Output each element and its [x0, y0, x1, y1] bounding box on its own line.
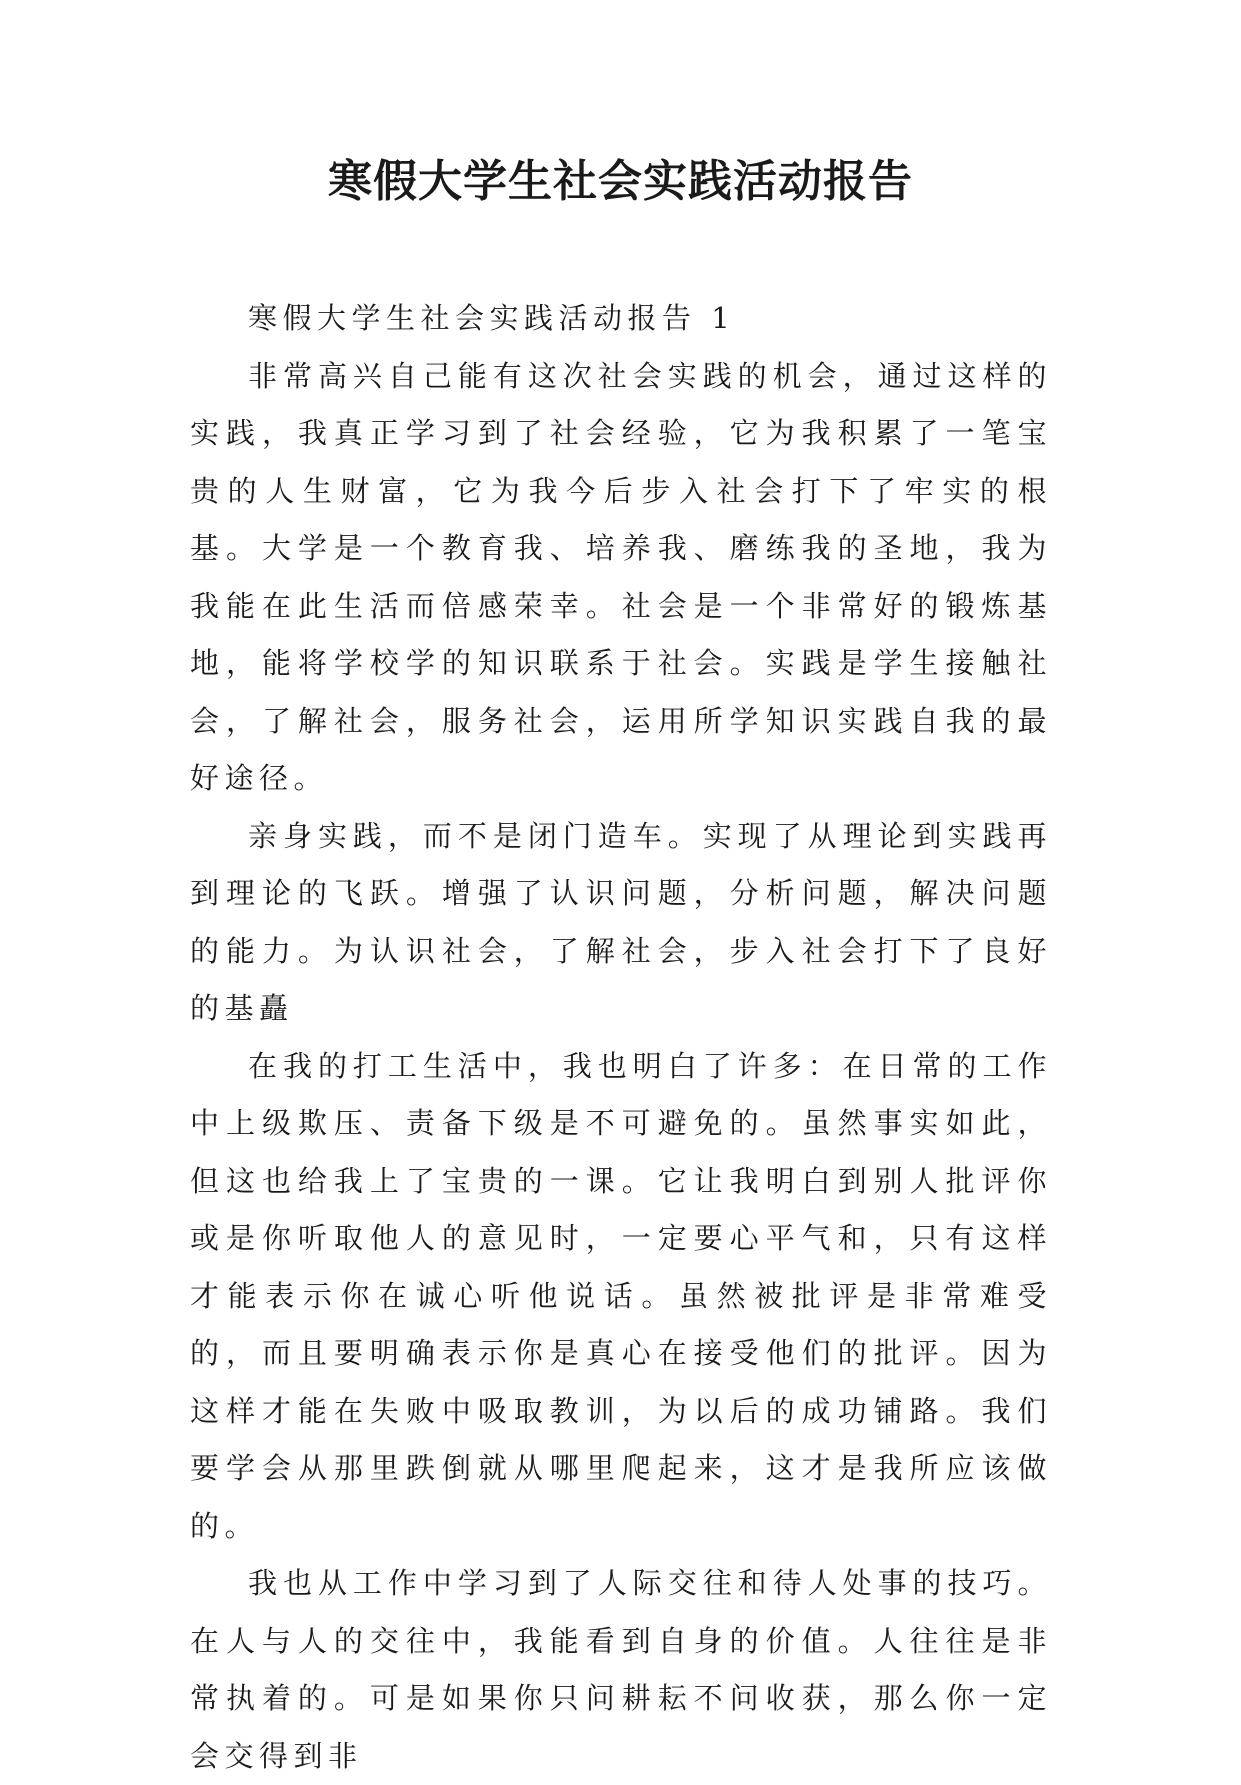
paragraph: 亲身实践，而不是闭门造车。实现了从理论到实践再到理论的飞跃。增强了认识问题，分析问题，解决问题的能力。为认识社会，了解社会，步入社会打下了良好的基矗 [190, 818, 1052, 1025]
paragraph-heading: 寒假大学生社会实践活动报告 1 [248, 301, 736, 335]
paragraph: 在我的打工生活中，我也明白了许多：在日常的工作中上级欺压、责备下级是不可避免的。虽然事实如此，但这也给我上了宝贵的一课。它让我明白到别人批评你或是你听取他人的意见时，一定要心平气和，只有这样才能表示你在诚心听他说话。虽然被批评是非常难受的，而且要明确表示你是真心在接受他们的批评。因为这样才能在失败中吸取教训，为以后的成功铺路。我们要学会从那里跌倒就从哪里爬起来，这才是我所应该做的。 [190, 1048, 1052, 1543]
paragraph: 非常高兴自己能有这次社会实践的机会，通过这样的实践，我真正学习到了社会经验，它为我积累了一笔宝贵的人生财富，它为我今后步入社会打下了牢实的根基。大学是一个教育我、培养我、磨练我的圣地，我为我能在此生活而倍感荣幸。社会是一个非常好的锻炼基地，能将学校学的知识联系于社会。实践是学生接触社会，了解社会，服务社会，运用所学知识实践自我的最好途径。 [190, 358, 1052, 795]
document-title: 寒假大学生社会实践活动报告 [328, 156, 913, 207]
paragraph: 我也从工作中学习到了人际交往和待人处事的技巧。在人与人的交往中，我能看到自身的价值。人往往是非常执着的。可是如果你只问耕耘不问收获，那么你一定会交得到非 [190, 1566, 1052, 1773]
document-body [190, 290, 1052, 1785]
